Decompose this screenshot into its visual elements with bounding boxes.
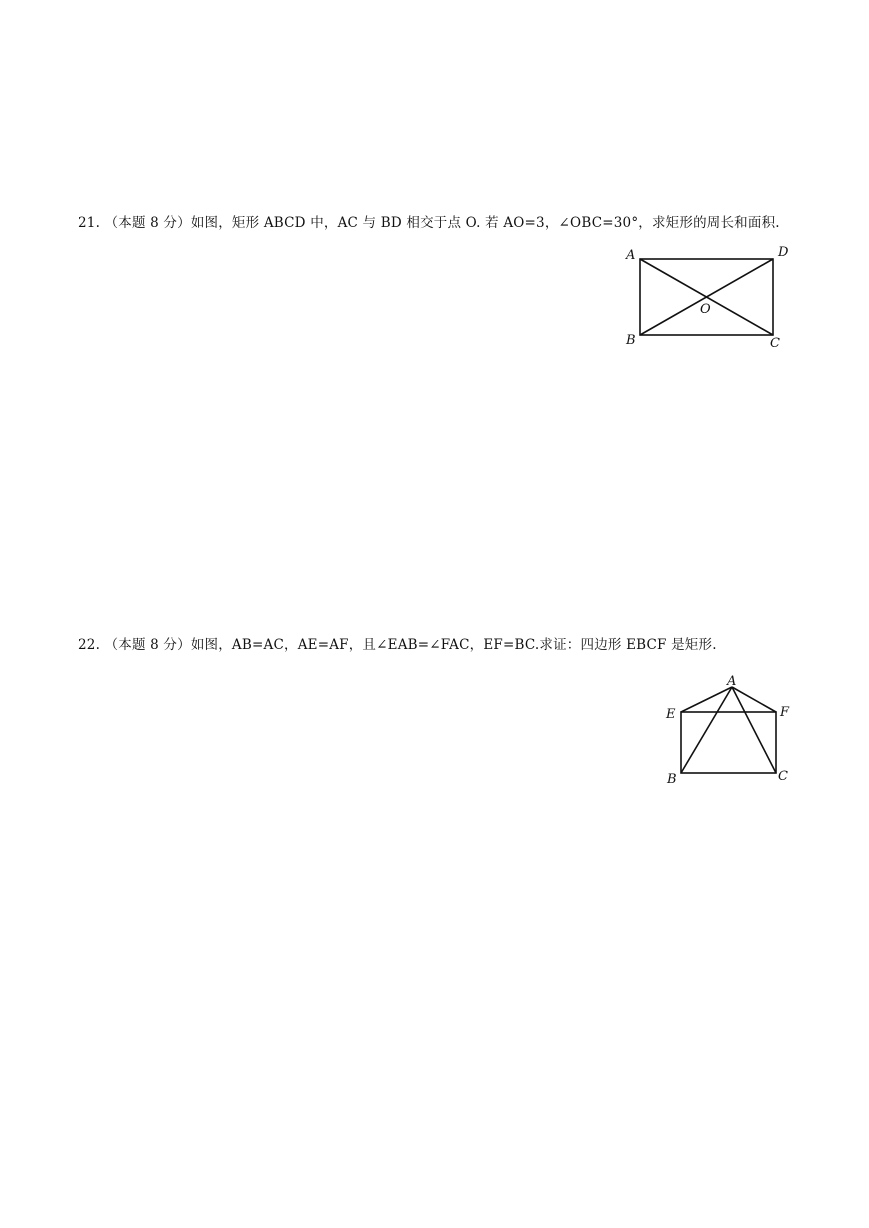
- label-c: C: [770, 336, 780, 351]
- label-a: A: [626, 248, 636, 263]
- label-b: B: [626, 333, 636, 348]
- label-d: D: [778, 245, 789, 260]
- rectangle-abcd-figure: [620, 240, 795, 352]
- triangle-rectangle-figure: [660, 672, 795, 787]
- label-b: B: [667, 772, 677, 787]
- label-c: C: [778, 769, 788, 784]
- problem-22-statement: 22. （本题 8 分）如图，AB=AC，AE=AF，且∠EAB=∠FAC，EF=BC.求证：四边形 EBCF 是矩形.: [78, 637, 717, 653]
- label-a: A: [727, 674, 737, 689]
- rectangle-ebcf: [681, 712, 776, 773]
- label-e: E: [666, 707, 676, 722]
- label-f: F: [780, 705, 790, 720]
- problem-21-statement: 21. （本题 8 分）如图，矩形 ABCD 中，AC 与 BD 相交于点 O. 若 AO=3，∠OBC=30°，求矩形的周长和面积.: [78, 215, 780, 231]
- label-o: O: [700, 302, 711, 317]
